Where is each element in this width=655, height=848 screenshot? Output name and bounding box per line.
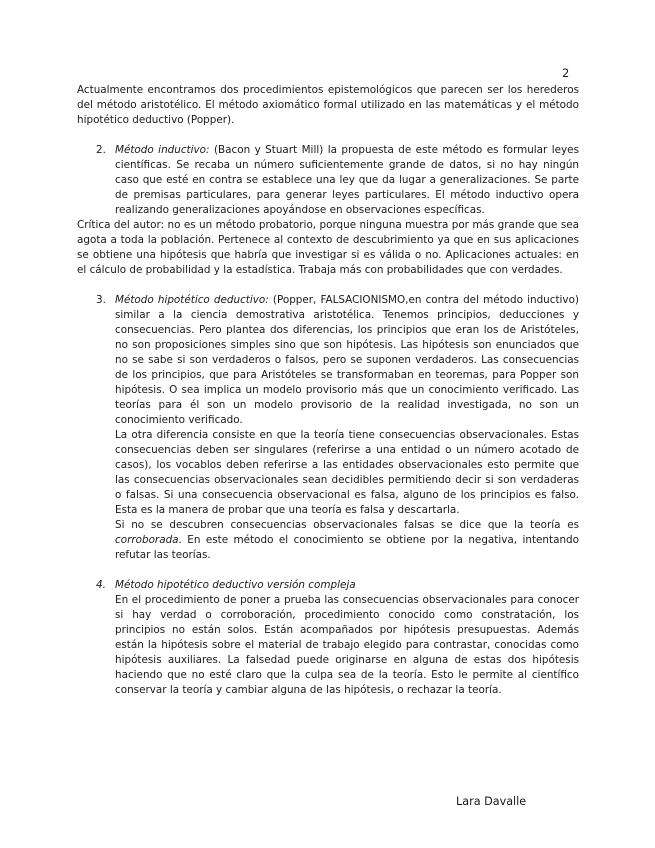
corroborada-term: corroborada (115, 534, 179, 546)
list-item-number: 3. (96, 294, 106, 306)
method-title: Método inductivo: (115, 144, 210, 156)
list-item-hypothetico-deductive (77, 293, 579, 563)
list-item-paragraph (115, 293, 579, 428)
corroboration-paragraph (115, 518, 579, 563)
method-title: Método hipotético deductivo: (115, 294, 269, 306)
list-item-inductive-method (77, 143, 579, 218)
corroboration-text-end: . En este método el conocimiento se obtiene por la negativa, intentando refutar las teorías. (115, 534, 579, 561)
method-description: (Popper, FALSACIONISMO,en contra del método inductivo) similar a la ciencia demostrativa aristotélica. Tenemos principios, deducciones y consecuencias. Pero plantea dos diferencias, los principios que eran los de Aristóteles, no son proposiciones simples sino que son hipótesis. Las hipótesis son enunciados que no se sabe si son verdaderos o falsos, pero se suponen verdaderos. Las consecuencias de los principios, que para Aristóteles se transformaban en teoremas, para Popper son hipótesis. O sea implica un modelo provisorio más que un conocimiento verificado. Las teorías para él son un modelo provisorio de la realidad investigada, no son un conocimiento verificado. (115, 294, 579, 426)
list-item-number: 4. (96, 579, 106, 591)
list-item-complex-version (77, 578, 579, 698)
method-description: (Bacon y Stuart Mill) la propuesta de este método es formular leyes científicas. Se recaba un número suficientemente grande de datos, si no hay ningún caso que esté en contra se establece una ley que da lugar a generalizaciones. Se parte de premisas particulares, para generar leyes particulares. El método inductivo opera realizando generalizaciones apoyándose en observaciones específicas. (115, 144, 579, 216)
author-signature: Lara Davalle (456, 795, 527, 808)
observational-consequences-paragraph: La otra diferencia consiste en que la teoría tiene consecuencias observacionales. Estas consecuencias deben ser singulares (referirse a una entidad o un número acotado de casos), los vocablos deben referirse a las entidades observacionales esto permite que las consecuencias observacionales sean decidibles permitiendo decir si son verdaderas o falsas. Si una consecuencia observacional es falsa, alguno de los principios es falso. Esta es la manera de probar que una teoría es falsa y descartarla. (115, 429, 579, 516)
method-title: Método hipotético deductivo versión compleja (115, 579, 356, 591)
list-item-paragraph (115, 143, 579, 218)
list-item-number: 2. (96, 144, 106, 156)
corroboration-text-start: Si no se descubren consecuencias observacionales falsas se dice que la teoría es (115, 519, 579, 531)
document-body (77, 83, 579, 698)
intro-paragraph: Actualmente encontramos dos procedimientos epistemológicos que parecen ser los herederos del método aristotélico. El método axiomático formal utilizado en las matemáticas y el método hipotético deductivo (Popper). (77, 84, 579, 126)
list-item-paragraph: En el procedimiento de poner a prueba las consecuencias observacionales para conocer si hay verdad o corroboración, procedimiento conocido como constratación, los principios no están solos. Están acompañados por hipótesis presupuestas. Además están la hipótesis sobre el material de trabajo elegido para contrastar, conocidas como hipótesis auxiliares. La falsedad puede originarse en alguna de estas dos hipótesis haciendo que no esté claro que la culpa sea de la teoría. Esto le permite al científico conservar la teoría y cambiar alguna de las hipótesis, o rechazar la teoría. (115, 594, 579, 696)
critique-paragraph: Crítica del autor: no es un método probatorio, porque ninguna muestra por más grande que sea agota a toda la población. Pertenece al contexto de descubrimiento ya que en sus aplicaciones se obtiene una hipótesis que habría que investigar si es válida o no. Aplicaciones actuales: en el cálculo de probabilidad y la estadística. Trabaja más con probabilidades que con verdades. (77, 219, 579, 276)
page-number: 2 (562, 66, 570, 80)
